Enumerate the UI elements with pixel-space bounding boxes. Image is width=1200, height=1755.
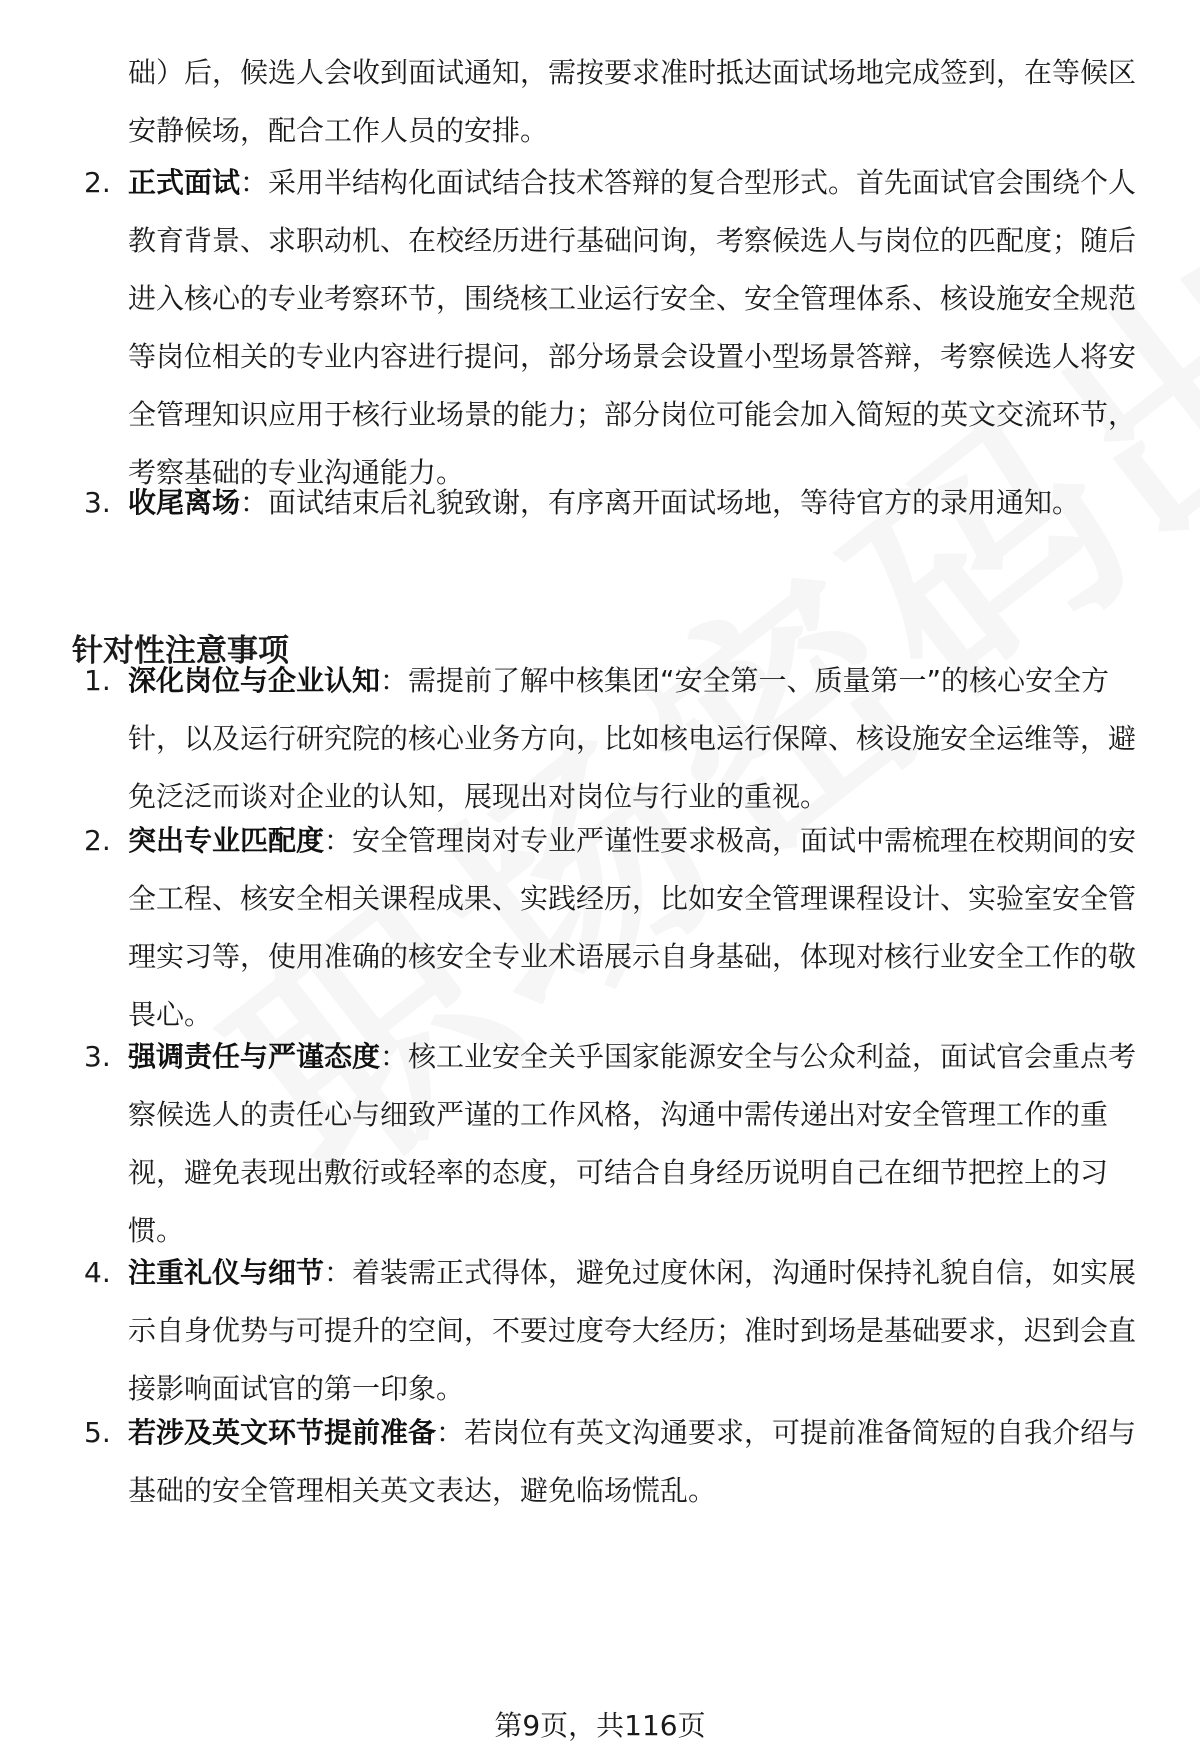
list-item [80, 154, 1140, 502]
list-number: 1. [84, 664, 111, 697]
list-item-title: 注重礼仪与细节 [128, 1256, 325, 1289]
list-item [80, 474, 1140, 532]
list-item-title: 突出专业匹配度 [128, 824, 325, 857]
list-item-continuation [80, 44, 1140, 160]
list-item [80, 1028, 1140, 1260]
list-item-title: 正式面试 [128, 166, 241, 199]
list-item-text: ：着装需正式得体，避免过度休闲，沟通时保持礼貌自信，如实展示自身优势与可提升的空间，不要过度夸大经历；准时到场是基础要求，迟到会直接影响面试官的第一印象。 [128, 1256, 1137, 1405]
list-number: 3. [84, 486, 111, 519]
list-item [80, 652, 1140, 826]
list-item-text: 础）后，候选人会收到面试通知，需按要求准时抵达面试场地完成签到，在等候区安静候场，配合工作人员的安排。 [128, 56, 1137, 147]
list-number: 2. [84, 824, 111, 857]
list-item-text: ：需提前了解中核集团“安全第一、质量第一”的核心安全方针，以及运行研究院的核心业务方向，比如核电运行保障、核设施安全运维等，避免泛泛而谈对企业的认知，展现出对岗位与行业的重视。 [128, 664, 1137, 813]
list-item-title: 若涉及英文环节提前准备 [128, 1416, 437, 1449]
list-number: 4. [84, 1256, 111, 1289]
section-heading: 针对性注意事项 [72, 633, 289, 669]
list-item-text: ：面试结束后礼貌致谢，有序离开面试场地，等待官方的录用通知。 [240, 486, 1081, 519]
list-number: 5. [84, 1416, 111, 1449]
list-item-text: ：若岗位有英文沟通要求，可提前准备简短的自我介绍与基础的安全管理相关英文表达，避免临场慌乱。 [128, 1416, 1137, 1507]
list-item-text: ：核工业安全关乎国家能源安全与公众利益，面试官会重点考察候选人的责任心与细致严谨的工作风格，沟通中需传递出对安全管理工作的重视，避免表现出敷衍或轻率的态度，可结合自身经历说明自己在细节把控上的习惯。 [128, 1040, 1137, 1247]
page-footer: 第9页，共116页 [494, 1709, 706, 1742]
list-item-text: ：采用半结构化面试结合技术答辩的复合型形式。首先面试官会围绕个人教育背景、求职动机、在校经历进行基础问询，考察候选人与岗位的匹配度；随后进入核心的专业考察环节，围绕核工业运行安全、安全管理体系、核设施安全规范等岗位相关的专业内容进行提问，部分场景会设置小型场景答辩，考察候选人将安全管理知识应用于核行业场景的能力；部分岗位可能会加入简短的英文交流环节，考察基础的专业沟通能力。 [128, 166, 1137, 489]
list-item-title: 强调责任与严谨态度 [128, 1040, 381, 1073]
list-item [80, 1404, 1140, 1520]
list-item [80, 1244, 1140, 1418]
list-item-title: 深化岗位与企业认知 [128, 664, 381, 697]
list-number: 3. [84, 1040, 111, 1073]
list-item [80, 812, 1140, 1044]
list-item-text: ：安全管理岗对专业严谨性要求极高，面试中需梳理在校期间的安全工程、核安全相关课程成果、实践经历，比如安全管理课程设计、实验室安全管理实习等，使用准确的核安全专业术语展示自身基础，体现对核行业安全工作的敬畏心。 [128, 824, 1137, 1031]
list-item-title: 收尾离场 [128, 486, 241, 519]
list-number: 2. [84, 166, 111, 199]
